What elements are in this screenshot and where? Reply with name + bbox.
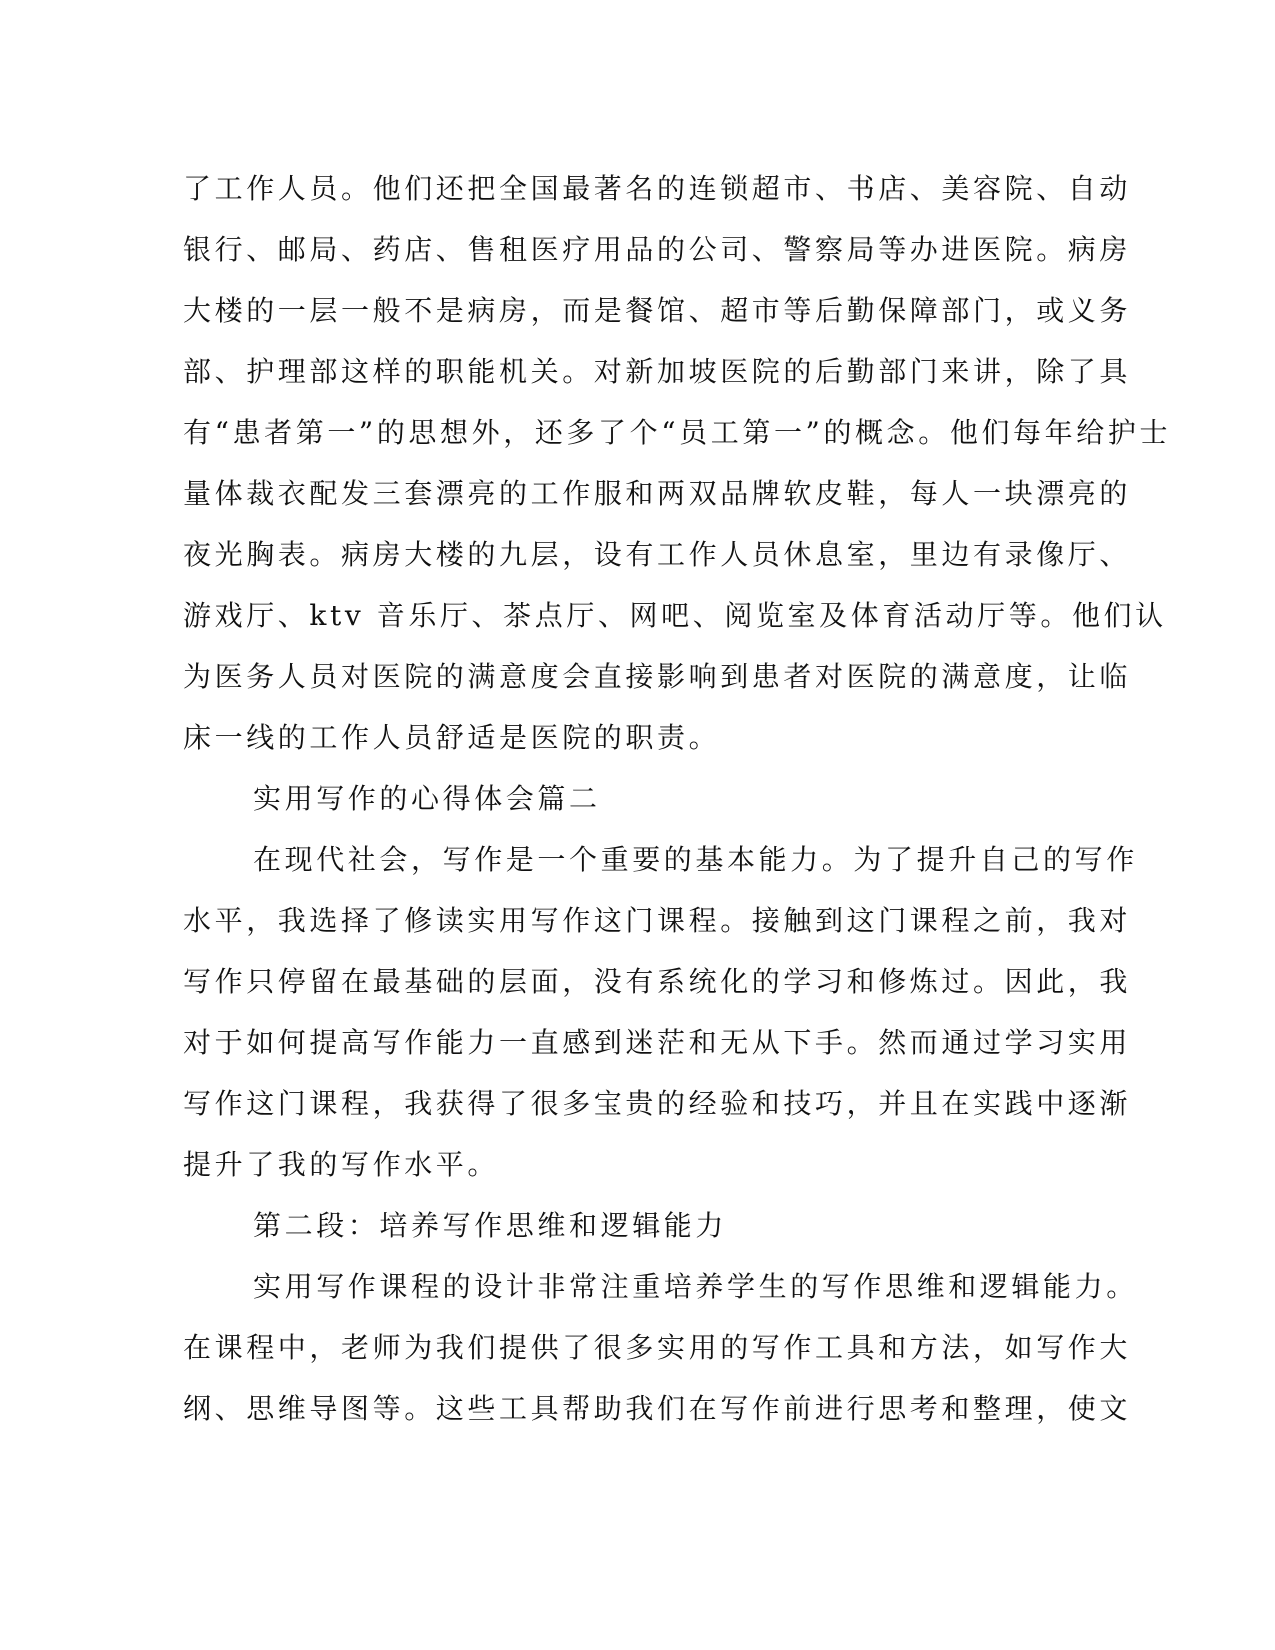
text-line: 写作这门课程，我获得了很多宝贵的经验和技巧，并且在实践中逐渐 bbox=[183, 1087, 1132, 1120]
text-line: 水平，我选择了修读实用写作这门课程。接触到这门课程之前，我对 bbox=[183, 904, 1132, 937]
document-body bbox=[183, 158, 1172, 1439]
section-heading: 实用写作的心得体会篇二 bbox=[253, 782, 601, 815]
section-heading: 第二段：培养写作思维和逻辑能力 bbox=[253, 1209, 728, 1242]
text-line: 量体裁衣配发三套漂亮的工作服和两双品牌软皮鞋，每人一块漂亮的 bbox=[183, 477, 1132, 510]
text-line: 提升了我的写作水平。 bbox=[183, 1148, 500, 1181]
text-line: 在现代社会，写作是一个重要的基本能力。为了提升自己的写作 bbox=[253, 843, 1138, 876]
text-line: 夜光胸表。病房大楼的九层，设有工作人员休息室，里边有录像厅、 bbox=[183, 538, 1132, 571]
text-line: 部、护理部这样的职能机关。对新加坡医院的后勤部门来讲，除了具 bbox=[183, 355, 1132, 388]
text-line: 写作只停留在最基础的层面，没有系统化的学习和修炼过。因此，我 bbox=[183, 965, 1132, 998]
text-line: 了工作人员。他们还把全国最著名的连锁超市、书店、美容院、自动 bbox=[183, 172, 1132, 205]
text-line: 实用写作课程的设计非常注重培养学生的写作思维和逻辑能力。 bbox=[253, 1270, 1138, 1303]
text-line: 为医务人员对医院的满意度会直接影响到患者对医院的满意度，让临 bbox=[183, 660, 1132, 693]
text-line: 大楼的一层一般不是病房，而是餐馆、超市等后勤保障部门，或义务 bbox=[183, 294, 1132, 327]
text-line: 在课程中，老师为我们提供了很多实用的写作工具和方法，如写作大 bbox=[183, 1331, 1132, 1364]
text-line: 有“患者第一”的思想外，还多了个“员工第一”的概念。他们每年给护士 bbox=[183, 416, 1172, 449]
text-line: 银行、邮局、药店、售租医疗用品的公司、警察局等办进医院。病房 bbox=[183, 233, 1132, 266]
text-line: 游戏厅、ktv 音乐厅、茶点厅、网吧、阅览室及体育活动厅等。他们认 bbox=[183, 599, 1167, 632]
text-line: 床一线的工作人员舒适是医院的职责。 bbox=[183, 721, 721, 754]
text-line: 纲、思维导图等。这些工具帮助我们在写作前进行思考和整理，使文 bbox=[183, 1392, 1132, 1425]
text-line: 对于如何提高写作能力一直感到迷茫和无从下手。然而通过学习实用 bbox=[183, 1026, 1132, 1059]
